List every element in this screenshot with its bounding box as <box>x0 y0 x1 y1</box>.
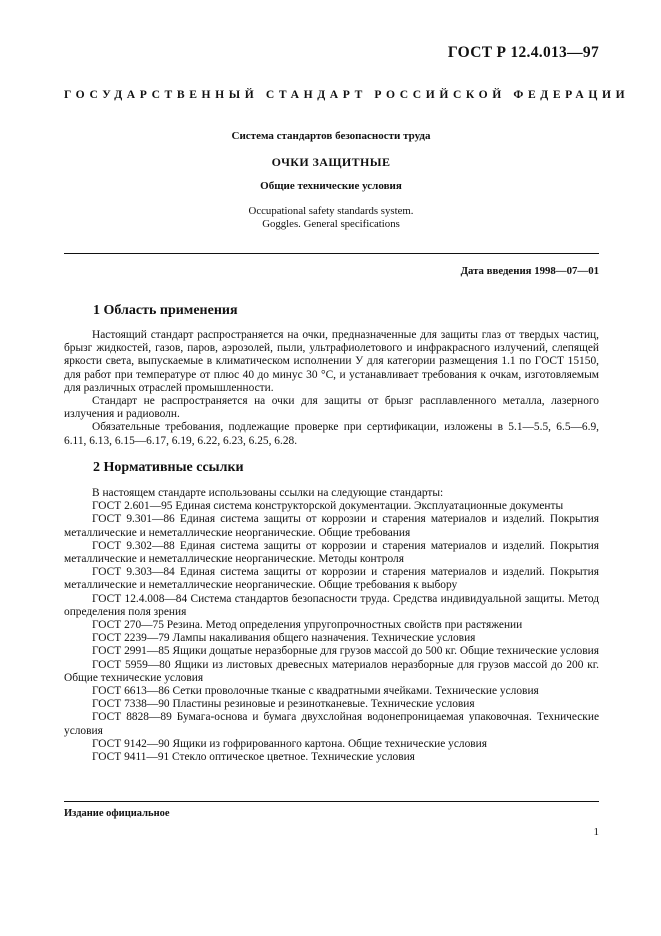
section-1-body <box>64 329 599 448</box>
header-divider <box>64 253 599 254</box>
reference-item: ГОСТ 6613—86 Сетки проволочные тканые с квадратными ячейками. Технические условия <box>92 685 539 698</box>
standards-system-name: Система стандартов безопасности труда <box>231 130 431 142</box>
reference-item: ГОСТ 9.302—88 Единая система защиты от коррозии и старения материалов и изделий. Покрытия металлические и неметаллические неорганические. Методы контроля <box>64 539 599 566</box>
paragraph: Стандарт не распространяется на очки для защиты от брызг расплавленного металла, лазерного излучения и радиоволн. <box>64 395 599 421</box>
section-2-body <box>64 487 599 764</box>
reference-item: ГОСТ 2.601—95 Единая система конструкторской документации. Эксплуатационные документы <box>92 500 564 513</box>
page-number: 1 <box>593 826 599 838</box>
reference-item: ГОСТ 9142—90 Ящики из гофрированного картона. Общие технические условия <box>92 737 488 750</box>
section-2-heading: 2 Нормативные ссылки <box>93 460 244 475</box>
english-title-line-2: Goggles. General specifications <box>262 218 400 230</box>
paragraph: Обязательные требования, подлежащие проверке при сертификации, изложены в 5.1—5.5, 6.5—6.9, 6.11, 6.13, 6.15—6.17, 6.19, 6.22, 6.23, 6.25, 6.28. <box>64 421 599 447</box>
reference-item: ГОСТ 9.301—86 Единая система защиты от коррозии и старения материалов и изделий. Покрытия металлические и неметаллические неорганические. Общие требования <box>64 513 599 539</box>
document-subtitle: Общие технические условия <box>260 180 402 192</box>
reference-item: ГОСТ 12.4.008—84 Система стандартов безопасности труда. Средства индивидуальной защиты. Метод определения поля зрения <box>64 592 599 618</box>
reference-item: ГОСТ 9.303—84 Единая система защиты от коррозии и старения материалов и изделий. Покрытия металлические и неметаллические неорганические. Общие требования к выбору <box>64 566 599 592</box>
reference-item: ГОСТ 5959—80 Ящики из листовых древесных материалов неразборные для грузов массой до 200 кг. Общие технические условия <box>64 658 599 684</box>
reference-item: ГОСТ 7338—90 Пластины резиновые и резинотканевые. Технические условия <box>92 698 475 711</box>
reference-item: ГОСТ 8828—89 Бумага-основа и бумага двухслойная водонепроницаемая упаковочная. Технические условия <box>64 711 599 737</box>
reference-item: ГОСТ 270—75 Резина. Метод определения упругопрочностных свойств при растяжении <box>92 619 523 632</box>
footer-divider <box>64 801 599 802</box>
section-1-heading: 1 Область применения <box>93 303 238 318</box>
reference-item: ГОСТ 9411—91 Стекло оптическое цветное. Технические условия <box>92 751 415 764</box>
state-standard-title: ГОСУДАРСТВЕННЫЙ СТАНДАРТ РОССИЙСКОЙ ФЕДЕРАЦИИ <box>64 88 630 101</box>
reference-item: ГОСТ 2239—79 Лампы накаливания общего назначения. Технические условия <box>92 632 476 645</box>
document-code: ГОСТ Р 12.4.013—97 <box>447 44 599 61</box>
reference-item: ГОСТ 2991—85 Ящики дощатые неразборные для грузов массой до 500 кг. Общие технические условия <box>92 645 599 658</box>
english-title-line-1: Occupational safety standards system. <box>248 205 414 217</box>
official-edition-label: Издание официальное <box>64 808 170 819</box>
english-title <box>64 205 598 231</box>
introduction-date: Дата введения 1998—07—01 <box>460 265 599 277</box>
document-title: ОЧКИ ЗАЩИТНЫЕ <box>271 155 391 169</box>
paragraph: В настоящем стандарте использованы ссылки на следующие стандарты: <box>92 487 444 499</box>
paragraph: Настоящий стандарт распространяется на очки, предназначенные для защиты глаз от твердых частиц, брызг жидкостей, газов, паров, аэрозолей, пыли, ультрафиолетового и инфракрасного излучений, слепящей яркости света, выпускаемые в климатическом исполнении У для категории размещения 1.1 по ГОСТ 15150, для работ при температуре от плюс 40 до минус 30 °С, и устанавливает требования к очкам, изготовляемым для различных отраслей промышленности. <box>64 329 599 394</box>
